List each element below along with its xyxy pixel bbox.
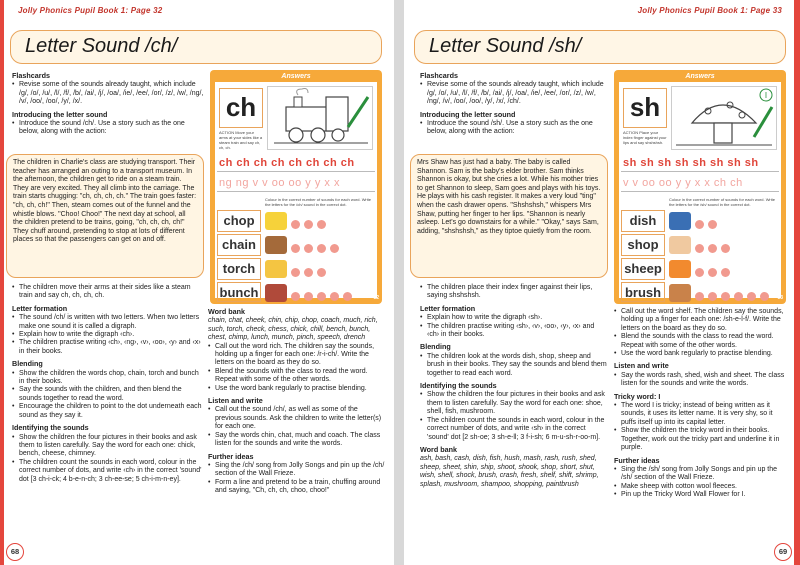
list-item: • Blend the sounds with the class to read the word. Repeat with some of the other words. — [614, 333, 786, 350]
right-running-header: Jolly Phonics Pupil Book 1: Page 33 — [637, 6, 782, 15]
left-answers-panel — [210, 70, 382, 304]
list-item: • Blend the sounds with the class to read the word. Repeat with some of the other words. — [208, 368, 386, 385]
list-item: • Show the children the words chop, chain, torch and bunch in their books. — [12, 370, 204, 387]
heading: Letter formation — [420, 303, 476, 313]
heading: Flashcards — [12, 71, 50, 80]
list-item: • Use the word bank regularly to practise blending. — [208, 385, 386, 393]
sound-dots — [695, 216, 721, 234]
list-item: • Use the word bank regularly to practise blending. — [614, 350, 786, 358]
list-item: • Revise some of the sounds already taught, which include /g/, /o/, /u/, /l/, /f/, /b/, /ai/, /j/, /oa/, /ie/, /ee/, /or/, /z/, /w/, /ng/, /v/, /oo/, /oo/, /y/, /x/. — [12, 81, 204, 106]
heading: Listen and write — [614, 361, 669, 371]
shell-icon — [669, 236, 691, 254]
list-item: • The children move their arms at their sides like a steam train and say ch, ch, ch, ch. — [12, 284, 204, 301]
word-bank: chain, chat, cheek, chin, chip, chop, coach, much, rich, such, torch, check, chess, chick, chill, bench, bunch, chest, chimp, lunch, munch, pinch, speech, drench — [208, 317, 378, 342]
heading: Word bank — [208, 307, 246, 316]
mushroom-icon — [671, 86, 777, 150]
action-note: ACTION Place your index finger against your lips and say shshshsh. — [623, 130, 667, 145]
digraph-row-1: ch ch ch ch ch ch ch ch — [219, 157, 355, 169]
list-item: • Say the words chin, chat, much and coach. The class listen for the sounds and write the words. — [208, 432, 386, 449]
sound-dots — [291, 240, 343, 258]
heading: Listen and write — [208, 396, 263, 406]
list-item: • Revise some of the sounds already taught, which include /g/, /o/, /u/, /l/, /f/, /b/, /ai/, /j/, /oa/, /ie/, /ee/, /or/, /z/, /w/, /ng/, /v/, /oo/, /oo/, /y/, /x/, /ch/. — [420, 81, 608, 106]
word-cell: brush — [621, 282, 665, 302]
chick-icon — [265, 212, 287, 230]
list-item: • Make sheep with cotton wool fleeces. — [614, 483, 786, 491]
list-item: • The children count the sounds in each word, colour in the correct number of dots, and write ‹ch› in the correct 'sound' dot [3 ch-i-ck; 4 b-e-n-ch; 3 ch-ee-se; 5 ch-i-m-n-ey]. — [12, 459, 204, 484]
left-story-box: The children in Charlie's class are studying transport. Their teacher has arranged an outing to a transport museum. In the afternoon, the children get to ride on a steam train. They are very excited. They all climb into the carriage. The train starts chugging: "ch, ch, ch, ch." The train goes faster: "ch, ch, ch!" Then, steam comes out of the funnel and the whistle blows. "Choo! Choo!" The next day at school, all the children pretend to be trains, going, "ch, ch, ch, ch!" They chuff around, pretending to stop at lots of different places so that the passengers can get on and off. — [6, 154, 204, 278]
word-cell: bunch — [217, 282, 261, 302]
big-letter: ch — [219, 88, 263, 128]
word-bank: ash, bash, cash, dish, fish, hush, mash, rash, rush, shed, sheep, sheet, shin, ship, shoot, shook, shop, short, shut, wish, shell, shock, brush, crash, fresh, shelf, shift, shrimp, splash, mushroom, shampoo, shopping, paintbrush — [420, 455, 599, 488]
list-item: • Say the words rash, shed, wish and sheet. The class listen for the sounds and write the words. — [614, 372, 786, 389]
list-item: • The children practise writing ‹sh›, ‹v›, ‹oo›, ‹y›, ‹x› and ‹ch› in their books. — [420, 323, 608, 340]
chimney-icon — [265, 284, 287, 302]
left-page-number: 68 — [6, 543, 24, 561]
list-item: • Introduce the sound /ch/. Use a story such as the one below, along with the action: — [12, 120, 204, 137]
right-col-right — [614, 308, 786, 500]
heading: Word bank — [420, 444, 458, 454]
left-running-header: Jolly Phonics Pupil Book 1: Page 32 — [18, 6, 163, 15]
list-item: • The children place their index finger against their lips, saying shshshsh. — [420, 284, 608, 301]
left-title-box — [10, 30, 382, 64]
tricky-word-badge: I — [764, 91, 768, 100]
heading: Blending — [12, 359, 43, 369]
right-page — [404, 0, 794, 565]
sound-dots — [695, 264, 734, 282]
instructions: Colour in the correct number of sounds for each word. Write the letters for the /sh/ sound in the correct dot. — [669, 197, 775, 207]
heading: Letter formation — [12, 303, 68, 313]
list-item: • The word I is tricky; instead of being written as it sounds, it uses its letter name. It is very shy, so it puffs itself up into its capital letter. — [614, 402, 786, 427]
list-item: • Call out the word shelf. The children say the sounds, holding up a finger for each one: /sh-e-l-f/. Write the letters on the board as they do so. — [614, 308, 786, 333]
gutter — [394, 0, 404, 565]
right-story-box: Mrs Shaw has just had a baby. The baby is called Shannon. Sam is the baby's elder brother. Sam thinks Shannon is okay, but she cries a lot. While his mother tries to get Shannon to sleep, Sam goes and plays with his toys. He plays with his cash register. It makes a very loud "ting" when the cash drawer opens. "Shshshsh," whispers Mrs Shaw, putting her finger to her lips. "Shannon is nearly asleep. Let's go downstairs for a while." "Okay," says Sam, adding, "shshshsh," as they tiptoe quietly from the room. — [410, 154, 608, 278]
instructions: Colour in the correct number of sounds for each word. Write the letters for the /ch/ sound in the correct dot. — [265, 197, 371, 207]
list-item: • Say the sounds with the children, and then blend the sounds together to read the word. — [12, 386, 204, 403]
right-page-number: 69 — [774, 543, 792, 561]
left-page-title: Letter Sound /ch/ — [25, 35, 178, 57]
list-item: • Sing the /sh/ song from Jolly Songs and pin up the /sh/ section of the Wall Frieze. — [614, 466, 786, 483]
right-col-bottom — [420, 284, 608, 489]
word-cell: chain — [217, 234, 261, 256]
list-item: • Explain how to write the digraph ‹sh›. — [420, 314, 608, 322]
big-letter: sh — [623, 88, 667, 128]
shoe-icon — [669, 212, 691, 230]
sound-dots — [695, 288, 773, 306]
right-title-box — [414, 30, 786, 64]
answers-label: Answers — [685, 73, 715, 80]
digraph-row-2: ng ng v v oo oo y y x x — [219, 177, 340, 189]
word-cell: shop — [621, 234, 665, 256]
left-col-top — [12, 72, 204, 137]
heading: Further ideas — [614, 455, 660, 465]
word-cell: torch — [217, 258, 261, 280]
writing-rows — [217, 154, 375, 194]
words-grid — [217, 196, 375, 300]
list-item: • The children practise writing ‹ch›, ‹ng›, ‹v›, ‹oo›, ‹y› and ‹x› in their books. — [12, 339, 204, 356]
left-col-right — [208, 308, 386, 496]
cheese-icon — [265, 260, 287, 278]
sound-dots — [291, 264, 330, 282]
left-col-bottom — [12, 284, 204, 484]
list-item: • The sound /ch/ is written with two letters. When two letters make one sound it is called a digraph. — [12, 314, 204, 331]
bench-icon — [265, 236, 287, 254]
word-cell: chop — [217, 210, 261, 232]
answers-page — [215, 82, 377, 298]
answers-page — [619, 82, 781, 298]
mushroom-picture-icon — [669, 284, 691, 302]
heading: Further ideas — [208, 451, 254, 461]
word-cell: sheep — [621, 258, 665, 280]
writing-rows — [621, 154, 779, 194]
heading: Introducing the letter sound — [12, 109, 108, 119]
words-grid — [621, 196, 779, 300]
list-item: • Sing the /ch/ song from Jolly Songs and pin up the /ch/ section of the Wall Frieze. — [208, 462, 386, 479]
word-cell: dish — [621, 210, 665, 232]
answers-label: Answers — [281, 73, 311, 80]
list-item: • The children count the sounds in each word, colour in the correct number of dots, and write ‹sh› in the correct 'sound' dot [2 sh-oe; 3 sh-e-ll; 3 f-i-sh; 6 m-u-sh-r-oo-m]. — [420, 417, 608, 442]
heading: Introducing the letter sound — [420, 109, 516, 119]
right-answers-panel — [614, 70, 786, 304]
answers-page-number: 33 — [777, 295, 783, 301]
heading: Identifying the sounds — [420, 381, 497, 391]
heading: Identifying the sounds — [12, 423, 89, 433]
heading: Tricky word: I — [614, 391, 661, 401]
list-item: • Show the children the tricky word in their books. Together, work out the tricky part and underline it in purple. — [614, 427, 786, 452]
list-item: • Pin up the Tricky Word Wall Flower for I. — [614, 491, 786, 499]
list-item: • Show the children the four pictures in their books and ask them to listen carefully. Say the word for each one: chick, bench, cheese, chimney. — [12, 434, 204, 459]
left-page — [4, 0, 394, 565]
sound-dots — [291, 216, 330, 234]
list-item: • Call out the word rich. The children say the sounds, holding up a finger for each one: /r-i-ch/. Write the letters on the board as they do so. — [208, 343, 386, 368]
list-item: • The children look at the words dish, shop, sheep and brush in their books. They say the sounds and blend them together to read each word. — [420, 353, 608, 378]
sound-dots — [695, 240, 734, 258]
answers-page-number: 32 — [373, 295, 379, 301]
right-col-top — [420, 72, 608, 137]
list-item: • Call out the sound /ch/, as well as some of the previous sounds. Ask the children to write the letter(s) for each one. — [208, 406, 386, 431]
steam-train-icon — [267, 86, 373, 150]
list-item: • Show the children the four pictures in their books and ask them to listen carefully. Say the word for each one: shoe, shell, fish, mushroom. — [420, 391, 608, 416]
fish-icon — [669, 260, 691, 278]
list-item: • Encourage the children to point to the dot underneath each sound as they say it. — [12, 403, 204, 420]
list-item: • Explain how to write the digraph ‹ch›. — [12, 331, 204, 339]
right-page-title: Letter Sound /sh/ — [429, 35, 582, 57]
heading: Flashcards — [420, 71, 458, 80]
digraph-row-1: sh sh sh sh sh sh sh sh — [623, 157, 759, 169]
list-item: • Form a line and pretend to be a train, chuffing around and saying, "Ch, ch, ch, choo, choo!" — [208, 479, 386, 496]
list-item: • Introduce the sound /sh/. Use a story such as the one below, along with the action: — [420, 120, 608, 137]
heading: Blending — [420, 342, 451, 352]
sound-dots — [291, 288, 356, 306]
action-note: ACTION Move your arms at your sides like a steam train and say ch, ch, ch. — [219, 130, 263, 150]
digraph-row-2: v v oo oo y y x x ch ch — [623, 177, 743, 189]
